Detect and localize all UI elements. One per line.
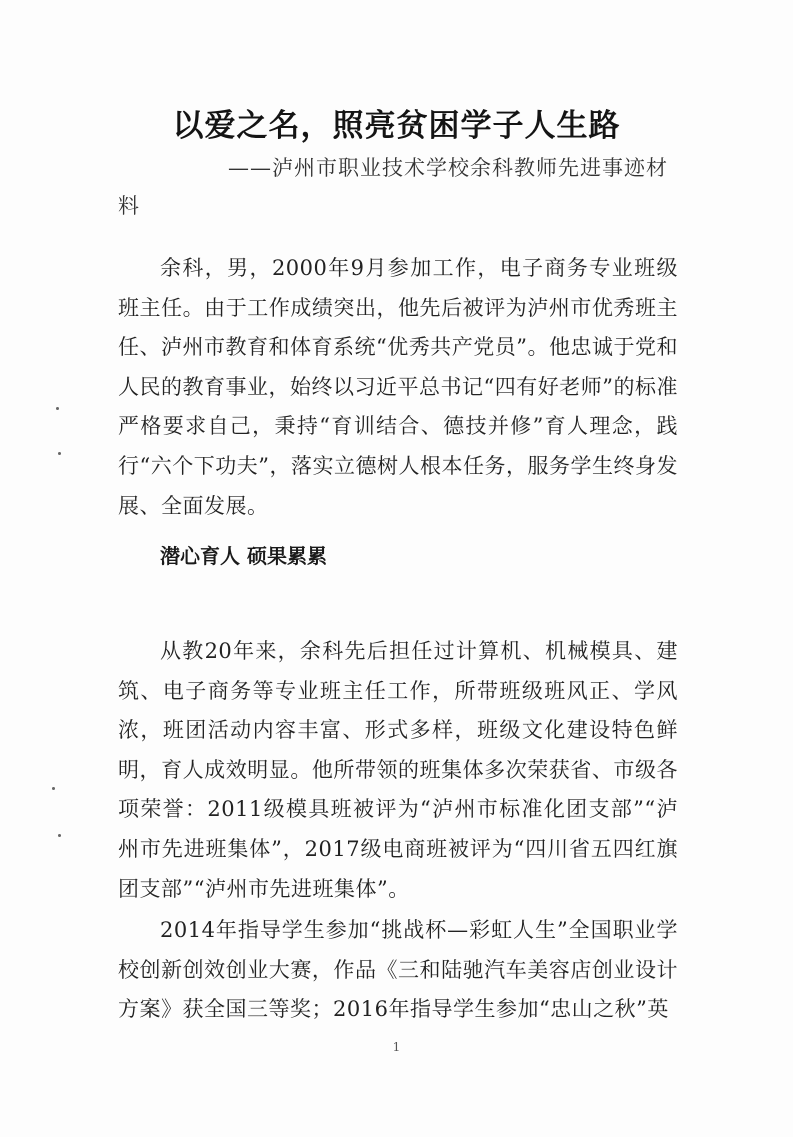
scan-speck (58, 834, 61, 837)
competitions-paragraph: 2014年指导学生参加“挑战杯—彩虹人生”全国职业学校创新创效创业大赛，作品《三和陆驰汽车美容店创业设计方案》获全国三等奖；2016年指导学生参加“忠山之秋”英 (118, 918, 678, 1022)
intro-paragraph: 余科，男，2000年9月参加工作，电子商务专业班级班主任。由于工作成绩突出，他先后被评为泸州市优秀班主任、泸州市教育和体育系统“优秀共产党员”。他忠诚于党和人民的教育事业，始终以习近平总书记“四有好老师”的标准严格要求自己，秉持“育训结合、德技并修”育人理念，践行“六个下功夫”，落实立德树人根本任务，服务学生终身发展、全面发展。 (118, 256, 678, 518)
page-number: 1 (392, 1040, 401, 1054)
section-heading: 潜心育人 硕果累累 (160, 544, 327, 568)
document-subtitle: ——泸州市职业技术学校余科教师先进事迹材 (228, 156, 668, 180)
achievements-paragraph: 从教20年来，余科先后担任过计算机、机械模具、建筑、电子商务等专业班主任工作，所带班级班风正、学风浓，班团活动内容丰富、形式多样，班级文化建设特色鲜明，育人成效明显。他所带领的班集体多次荣获省、市级各项荣誉：2011级模具班被评为“泸州市标准化团支部”“泸州市先进班集体”，2017级电商班被评为“四川省五四红旗团支部”“泸州市先进班集体”。 (118, 639, 678, 901)
document-title: 以爱之名，照亮贫困学子人生路 (172, 108, 621, 144)
document-subtitle-continuation: 料 (118, 194, 139, 218)
scan-speck (52, 787, 55, 790)
scan-speck (56, 407, 59, 410)
scan-speck (58, 452, 61, 455)
